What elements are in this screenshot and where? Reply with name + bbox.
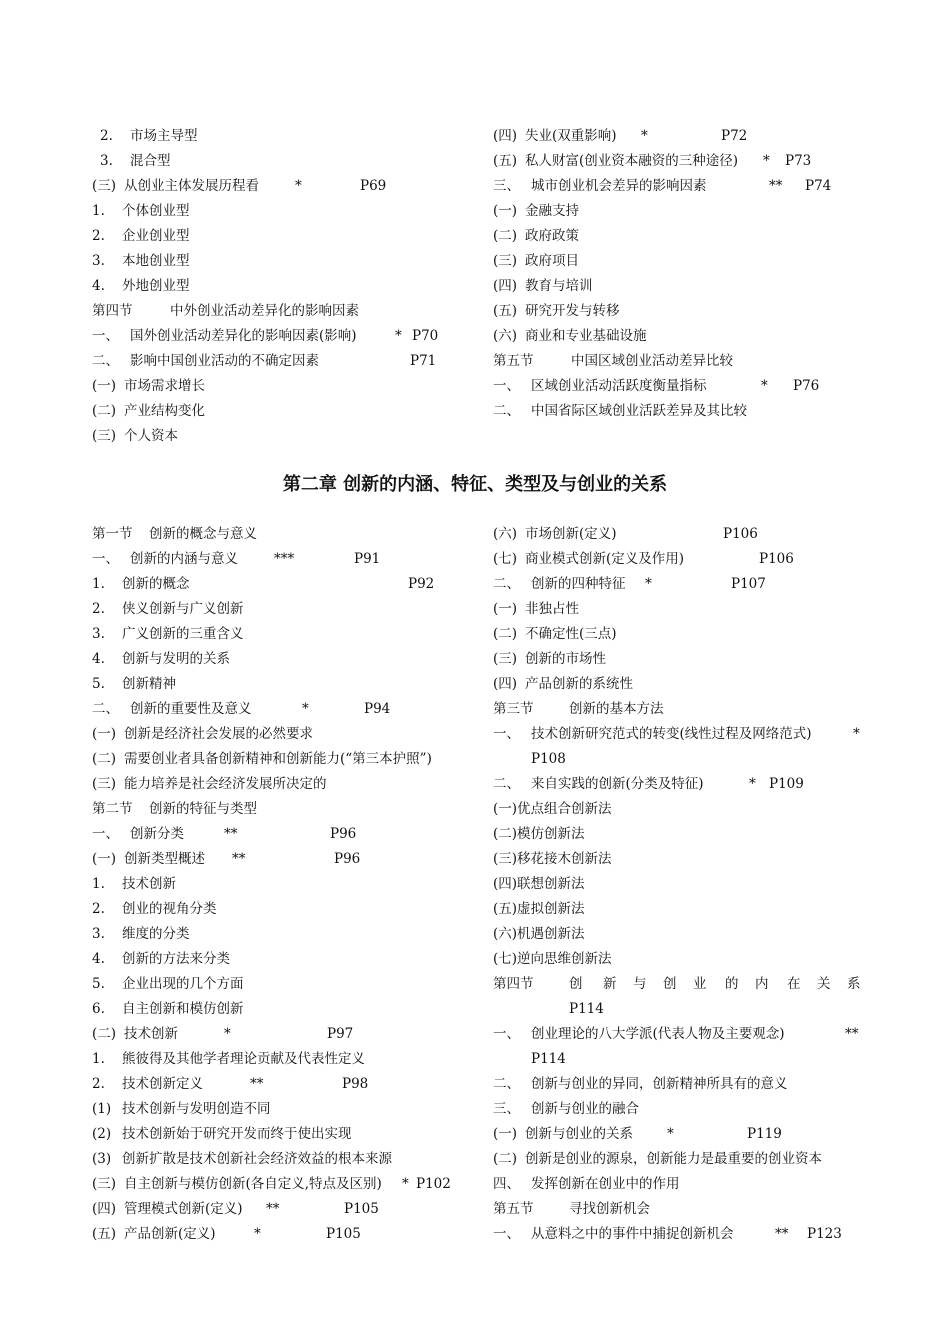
toc-text: P71 (410, 353, 437, 369)
toc-text: (七) (493, 551, 518, 567)
toc-text: 需要创业者具备创新精神和创新能力(“第三本护照”) (124, 751, 432, 767)
toc-text: 非独占性 (525, 601, 579, 617)
toc-text: (三) (92, 428, 117, 444)
toc-text: 在 (787, 976, 801, 992)
toc-text: (四) (493, 128, 518, 144)
toc-text: 一、 (493, 1226, 520, 1242)
toc-text: 创新的四种特征 (531, 576, 626, 592)
toc-text: * (295, 178, 302, 194)
toc-text: P70 (412, 328, 439, 344)
toc-text: * (302, 701, 309, 717)
toc-text: (四)联想创新法 (493, 876, 585, 892)
toc-text: (六)机遇创新法 (493, 926, 585, 942)
toc-line (92, 1072, 472, 1097)
toc-text: 三、 (493, 1101, 520, 1117)
toc-line (92, 722, 472, 747)
toc-text: 二、 (493, 1076, 520, 1092)
toc-text: 创新的特征与类型 (149, 801, 257, 817)
toc-text: 一、 (92, 551, 119, 567)
toc-line (92, 1147, 472, 1172)
toc-text: 创新精神 (122, 676, 176, 692)
toc-text: 发挥创新在创业中的作用 (531, 1176, 680, 1192)
toc-text: 私人财富(创业资本融资的三种途径) (525, 153, 739, 169)
toc-text: 四、 (493, 1176, 520, 1192)
toc-text: 市场需求增长 (124, 378, 205, 394)
toc-text: P74 (805, 178, 832, 194)
toc-text: (三) (92, 1176, 117, 1192)
toc-text: 企业创业型 (122, 228, 190, 244)
toc-text: 政府政策 (525, 228, 579, 244)
toc-text: (七)逆向思维创新法 (493, 951, 612, 967)
toc-text: * (402, 1176, 409, 1192)
toc-text: 3. (100, 153, 113, 169)
toc-line (92, 947, 472, 972)
toc-line (92, 772, 472, 797)
toc-text: ** (266, 1201, 280, 1217)
toc-text: 创新的方法来分类 (122, 951, 230, 967)
toc-text: 中外创业活动差异化的影响因素 (170, 303, 359, 319)
toc-text: 创新的内涵与意义 (130, 551, 238, 567)
toc-text: 来自实践的创新(分类及特征) (531, 776, 704, 792)
toc-text: P114 (531, 1051, 566, 1067)
toc-text: 失业(双重影响) (525, 128, 617, 144)
toc-line (92, 522, 472, 547)
toc-text: (二) (92, 751, 117, 767)
toc-text: 技术创新定义 (122, 1076, 203, 1092)
toc-line (92, 199, 472, 224)
toc-text: P106 (723, 526, 758, 542)
toc-text: P98 (342, 1076, 369, 1092)
toc-text: P92 (408, 576, 435, 592)
toc-text: 第五节 (493, 1201, 534, 1217)
toc-text: 2. (100, 128, 113, 144)
toc-line (493, 1047, 873, 1072)
toc-text: 从意料之中的事件中捕捉创新机会 (531, 1226, 734, 1242)
toc-text: P96 (330, 826, 357, 842)
toc-text: * (254, 1226, 261, 1242)
toc-text: (三) (493, 253, 518, 269)
toc-text: 一、 (493, 378, 520, 394)
toc-line (92, 249, 472, 274)
toc-text: 创新与创业的关系 (525, 1126, 633, 1142)
toc-text: 寻找创新机会 (569, 1201, 650, 1217)
toc-line (92, 374, 472, 399)
toc-text: (四) (493, 278, 518, 294)
toc-text: 创新与发明的关系 (122, 651, 230, 667)
toc-line (493, 622, 873, 647)
toc-line (92, 997, 472, 1022)
toc-line (493, 722, 873, 747)
toc-line (493, 1097, 873, 1122)
toc-text: 二、 (493, 403, 520, 419)
toc-text: 创新是创业的源泉，创新能力是最重要的创业资本 (525, 1151, 822, 1167)
toc-text: P114 (569, 1001, 604, 1017)
toc-text: 第五节 (493, 353, 534, 369)
toc-text: 第二节 (92, 801, 133, 817)
toc-text: (一) (92, 726, 117, 742)
toc-text: 创新与创业的异同，创新精神所具有的意义 (531, 1076, 788, 1092)
toc-text: 5. (92, 676, 105, 692)
toc-text: P73 (785, 153, 812, 169)
toc-text: 市场创新(定义) (525, 526, 617, 542)
toc-text: P94 (364, 701, 391, 717)
toc-line (92, 124, 472, 149)
toc-text: P91 (354, 551, 381, 567)
toc-text: 一、 (493, 726, 520, 742)
toc-text: P69 (360, 178, 387, 194)
toc-text: (五)虚拟创新法 (493, 901, 585, 917)
toc-text: (四) (493, 676, 518, 692)
toc-text: P119 (747, 1126, 782, 1142)
toc-line (92, 1222, 472, 1247)
toc-line (493, 522, 873, 547)
toc-line (493, 1222, 873, 1247)
toc-text: (六) (493, 328, 518, 344)
toc-text: 城市创业机会差异的影响因素 (531, 178, 707, 194)
toc-text: 2. (92, 901, 105, 917)
toc-text: P123 (807, 1226, 842, 1242)
toc-line (92, 672, 472, 697)
toc-text: 市场主导型 (130, 128, 198, 144)
toc-text: (五) (493, 153, 518, 169)
toc-line (92, 972, 472, 997)
toc-text: 3. (92, 626, 105, 642)
toc-line (493, 897, 873, 922)
toc-text: 三、 (493, 178, 520, 194)
toc-text: 1. (92, 203, 105, 219)
toc-line (493, 672, 873, 697)
toc-text: 金融支持 (525, 203, 579, 219)
toc-text: 创 (569, 976, 583, 992)
toc-text: P108 (531, 751, 566, 767)
toc-line (92, 1022, 472, 1047)
toc-line (493, 597, 873, 622)
toc-text: 混合型 (130, 153, 171, 169)
toc-text: 本地创业型 (122, 253, 190, 269)
toc-line (493, 1122, 873, 1147)
toc-line (493, 547, 873, 572)
toc-text: 第一节 (92, 526, 133, 542)
toc-line (92, 647, 472, 672)
toc-line (493, 249, 873, 274)
toc-text: 商业模式创新(定义及作用) (525, 551, 685, 567)
section2-left-column (92, 522, 472, 1247)
toc-text: 个体创业型 (122, 203, 190, 219)
toc-line (92, 547, 472, 572)
toc-line (493, 647, 873, 672)
toc-line (92, 1197, 472, 1222)
toc-text: (一) (493, 1126, 518, 1142)
toc-text: 3. (92, 926, 105, 942)
toc-text: 新 (603, 976, 617, 992)
toc-text: 影响中国创业活动的不确定因素 (130, 353, 319, 369)
toc-text: P76 (793, 378, 820, 394)
toc-line (92, 622, 472, 647)
toc-text: 国外创业活动差异化的影响因素(影响) (130, 328, 357, 344)
toc-text: 技术创新与发明创造不同 (122, 1101, 271, 1117)
toc-text: 5. (92, 976, 105, 992)
toc-line (493, 224, 873, 249)
toc-text: (一) (493, 203, 518, 219)
toc-text: 侠义创新与广义创新 (122, 601, 244, 617)
toc-text: 教育与培训 (525, 278, 593, 294)
toc-line (493, 149, 873, 174)
toc-text: * (749, 776, 756, 792)
toc-text: 管理模式创新(定义) (124, 1201, 243, 1217)
toc-text: 内 (755, 976, 769, 992)
toc-line (92, 349, 472, 374)
toc-line (493, 299, 873, 324)
toc-text: P96 (334, 851, 361, 867)
toc-line (92, 897, 472, 922)
toc-text: 创新的基本方法 (569, 701, 664, 717)
toc-text: * (645, 576, 652, 592)
toc-text: 商业和专业基础设施 (525, 328, 647, 344)
toc-line (92, 1172, 472, 1197)
toc-text: ** (775, 1226, 789, 1242)
toc-text: (二) (493, 626, 518, 642)
toc-text: 中国省际区域创业活跃差异及其比较 (531, 403, 747, 419)
toc-text: (二) (92, 1026, 117, 1042)
toc-text: 研究开发与转移 (525, 303, 620, 319)
toc-text: 二、 (493, 776, 520, 792)
toc-text: 2. (92, 601, 105, 617)
toc-text: (四) (92, 1201, 117, 1217)
toc-text: 系 (847, 976, 861, 992)
toc-text: ** (232, 851, 246, 867)
toc-line (92, 922, 472, 947)
toc-text: 业 (693, 976, 707, 992)
toc-line (493, 374, 873, 399)
toc-text: 创新的概念与意义 (149, 526, 257, 542)
toc-line (92, 149, 472, 174)
toc-line (493, 872, 873, 897)
toc-text: 1. (92, 576, 105, 592)
toc-line (92, 424, 472, 449)
toc-line (92, 697, 472, 722)
toc-text: 从创业主体发展历程看 (124, 178, 259, 194)
toc-text: P72 (721, 128, 748, 144)
toc-line (92, 822, 472, 847)
toc-text: 2. (92, 1076, 105, 1092)
toc-text: 能力培养是社会经济发展所决定的 (124, 776, 327, 792)
toc-text: 创新分类 (130, 826, 184, 842)
toc-line (493, 399, 873, 424)
toc-text: 关 (817, 976, 831, 992)
toc-text: 技术创新研究范式的转变(线性过程及网络范式) (531, 726, 812, 742)
toc-text: 中国区域创业活动差异比较 (571, 353, 733, 369)
toc-text: 区域创业活动活跃度衡量指标 (531, 378, 707, 394)
toc-line (493, 772, 873, 797)
toc-text: (一) (493, 601, 518, 617)
toc-text: ** (224, 826, 238, 842)
toc-line (92, 299, 472, 324)
toc-text: 6. (92, 1001, 105, 1017)
toc-text: P107 (731, 576, 766, 592)
toc-text: 企业出现的几个方面 (122, 976, 244, 992)
toc-text: 外地创业型 (122, 278, 190, 294)
toc-text: 二、 (493, 576, 520, 592)
toc-text: 创业的视角分类 (122, 901, 217, 917)
toc-text: 创新的市场性 (525, 651, 606, 667)
toc-line (92, 1097, 472, 1122)
toc-text: 一、 (92, 328, 119, 344)
toc-text: 维度的分类 (122, 926, 190, 942)
toc-text: (五) (493, 303, 518, 319)
toc-line (92, 274, 472, 299)
toc-text: 创新类型概述 (124, 851, 205, 867)
toc-text: 产品创新(定义) (124, 1226, 216, 1242)
toc-text: 自主创新与模仿创新(各自定义,特点及区别) (124, 1176, 382, 1192)
toc-text: 1. (92, 1051, 105, 1067)
toc-line (92, 399, 472, 424)
toc-line (493, 797, 873, 822)
toc-line (92, 747, 472, 772)
toc-text: (六) (493, 526, 518, 542)
toc-text: 一、 (92, 826, 119, 842)
toc-text: (三) (493, 651, 518, 667)
toc-text: 2. (92, 228, 105, 244)
toc-text: P105 (326, 1226, 361, 1242)
toc-text: (三) (92, 178, 117, 194)
toc-text: (二)模仿创新法 (493, 826, 585, 842)
toc-text: 4. (92, 278, 105, 294)
toc-text: 第四节 (493, 976, 534, 992)
toc-text: (一) (92, 851, 117, 867)
toc-text: * (641, 128, 648, 144)
toc-text: (二) (493, 1151, 518, 1167)
toc-text: 创新的概念 (122, 576, 190, 592)
toc-text: P97 (327, 1026, 354, 1042)
toc-line (493, 972, 873, 997)
toc-text: (三) (92, 776, 117, 792)
toc-line (493, 124, 873, 149)
toc-text: * (224, 1026, 231, 1042)
toc-line (493, 947, 873, 972)
toc-line (493, 847, 873, 872)
toc-text: 自主创新和模仿创新 (122, 1001, 244, 1017)
toc-text: 政府项目 (525, 253, 579, 269)
toc-line (92, 1047, 472, 1072)
toc-line (493, 997, 873, 1022)
toc-text: 不确定性(三点) (525, 626, 617, 642)
toc-text: * (853, 726, 860, 742)
section2-right-column (493, 522, 873, 1247)
toc-text: 创新是经济社会发展的必然要求 (124, 726, 313, 742)
toc-text: (一)优点组合创新法 (493, 801, 612, 817)
toc-line (92, 797, 472, 822)
toc-text: P102 (416, 1176, 451, 1192)
toc-line (493, 324, 873, 349)
toc-text: (二) (493, 228, 518, 244)
toc-line (493, 1172, 873, 1197)
toc-text: (2) (92, 1126, 112, 1142)
toc-line (493, 1072, 873, 1097)
toc-text: 与 (633, 976, 647, 992)
toc-text: 4. (92, 951, 105, 967)
toc-text: P106 (759, 551, 794, 567)
toc-text: (1) (92, 1101, 112, 1117)
toc-line (92, 324, 472, 349)
toc-text: 广义创新的三重含义 (122, 626, 244, 642)
toc-line (92, 597, 472, 622)
toc-text: (二) (92, 403, 117, 419)
toc-text: 技术创新 (122, 876, 176, 892)
toc-text: 4. (92, 651, 105, 667)
toc-text: 的 (725, 976, 739, 992)
section1-right-column (493, 124, 873, 424)
toc-text: ** (250, 1076, 264, 1092)
toc-text: (三)移花接木创新法 (493, 851, 612, 867)
toc-line (493, 174, 873, 199)
toc-text: 二、 (92, 353, 119, 369)
toc-line (493, 1147, 873, 1172)
toc-text: * (761, 378, 768, 394)
toc-text: P109 (769, 776, 804, 792)
toc-text: 熊彼得及其他学者理论贡献及代表性定义 (122, 1051, 365, 1067)
toc-line (493, 349, 873, 374)
toc-text: (五) (92, 1226, 117, 1242)
toc-text: 技术创新 (124, 1026, 178, 1042)
toc-text: (一) (92, 378, 117, 394)
toc-text: 产品创新的系统性 (525, 676, 633, 692)
toc-line (493, 822, 873, 847)
chapter-title: 第二章 创新的内涵、特征、类型及与创业的关系 (282, 474, 668, 495)
toc-line (493, 697, 873, 722)
toc-text: 产业结构变化 (124, 403, 205, 419)
toc-line (493, 1022, 873, 1047)
toc-line (493, 274, 873, 299)
toc-line (92, 847, 472, 872)
toc-text: * (395, 328, 402, 344)
toc-text: ** (769, 178, 783, 194)
toc-line (92, 174, 472, 199)
toc-text: * (763, 153, 770, 169)
toc-text: 个人资本 (124, 428, 178, 444)
toc-line (92, 224, 472, 249)
toc-text: 第三节 (493, 701, 534, 717)
toc-text: 创新扩散是技术创新社会经济效益的根本来源 (122, 1151, 392, 1167)
toc-line (493, 199, 873, 224)
toc-text: (3) (92, 1151, 112, 1167)
toc-text: 创业理论的八大学派(代表人物及主要观念) (531, 1026, 785, 1042)
toc-text: ** (845, 1026, 859, 1042)
toc-line (493, 1197, 873, 1222)
toc-text: *** (274, 551, 295, 567)
toc-text: 3. (92, 253, 105, 269)
toc-text: 1. (92, 876, 105, 892)
toc-text: 二、 (92, 701, 119, 717)
section1-left-column (92, 124, 472, 449)
toc-line (92, 872, 472, 897)
toc-line (92, 1122, 472, 1147)
toc-text: P105 (344, 1201, 379, 1217)
toc-line (493, 922, 873, 947)
toc-text: 创新的重要性及意义 (130, 701, 252, 717)
toc-text: 一、 (493, 1026, 520, 1042)
toc-text: 创 (663, 976, 677, 992)
toc-line (493, 747, 873, 772)
toc-line (493, 572, 873, 597)
toc-line (92, 572, 472, 597)
toc-text: * (667, 1126, 674, 1142)
toc-text: 创新与创业的融合 (531, 1101, 639, 1117)
toc-text: 第四节 (92, 303, 133, 319)
toc-text: 技术创新始于研究开发而终于使出实现 (122, 1126, 352, 1142)
